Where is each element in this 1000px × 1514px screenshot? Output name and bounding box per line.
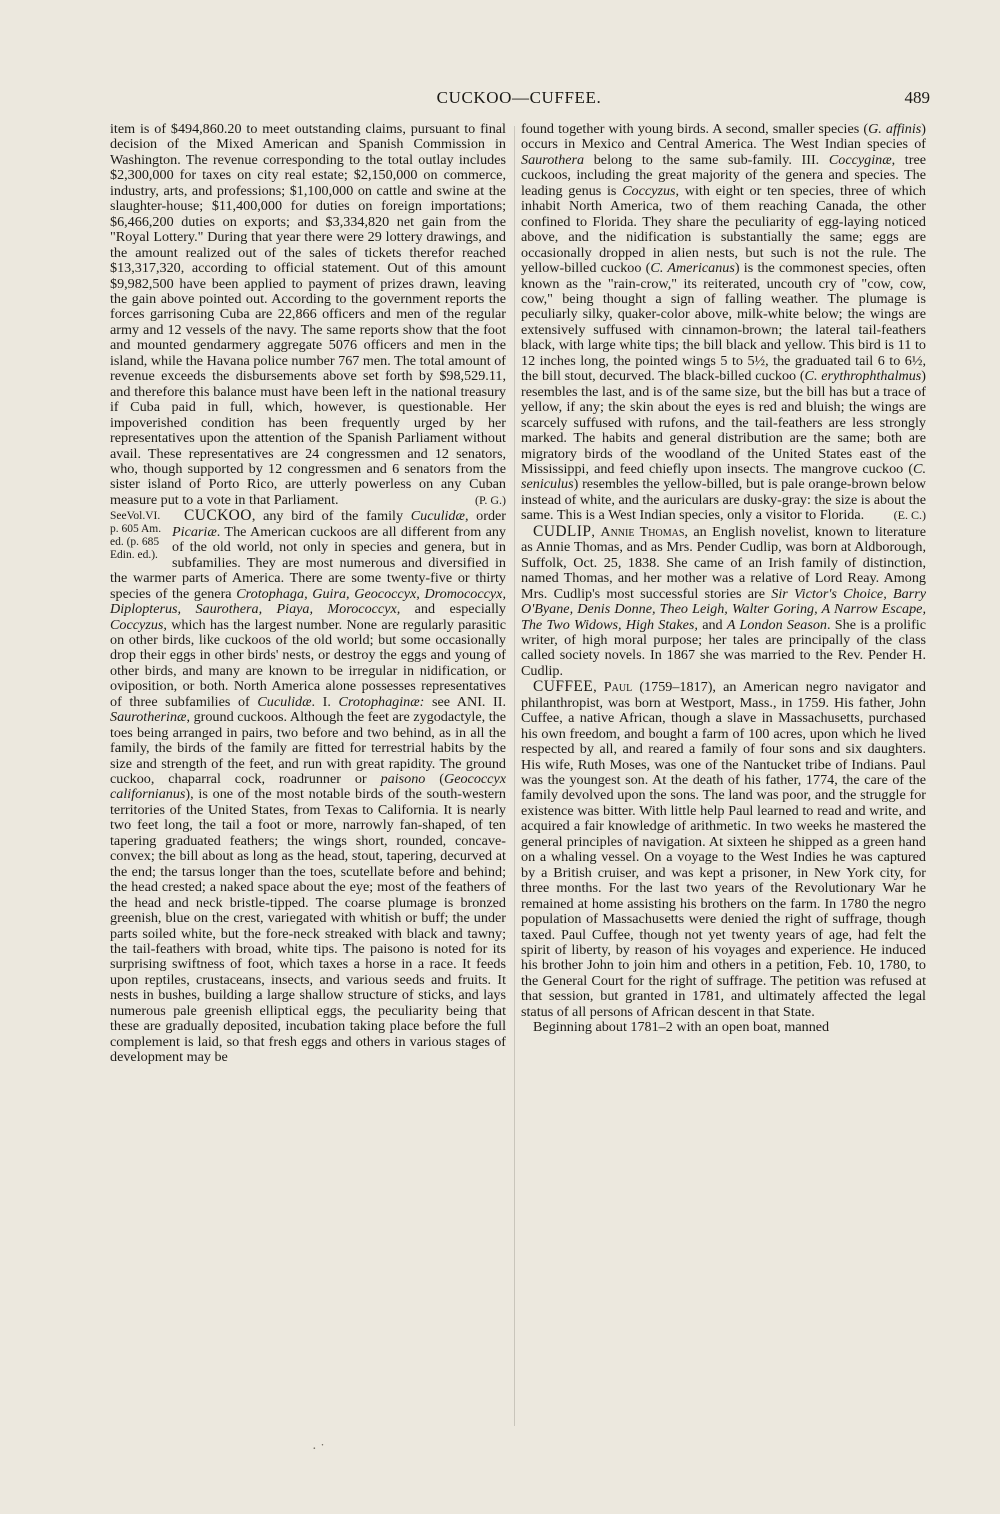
taxon-name: Geococcyx californianus (110, 771, 506, 803)
entry-headword-cuckoo: CUCKOO (184, 507, 252, 525)
entry-headword-cuffee: CUFFEE (533, 678, 594, 696)
column-divider (514, 126, 515, 1426)
page-title: CUCKOO—CUFFEE. (436, 88, 602, 107)
entry-text: , which has the largest number. None are regularly parasitic on other birds, like cuckoos of the old world; but some occasionally drop their eggs in other birds' nests, or destroy the eggs and young of other birds, and many are known to be irregular in nidification, or oviposition, or both. North America alone possesses representatives of three subfamilies of (110, 616, 506, 710)
book-title: A London Season (726, 616, 827, 633)
entry-text: and especially (400, 601, 506, 618)
entry-text: , tree cuckoos, including the great majority of the genera and species. The leading genus is (521, 151, 927, 199)
taxon-name: G. affinis (868, 121, 922, 137)
sidenote-cross-reference: SeeVol.VI. p. 605 Am. ed. (p. 685 Edin. ed.). (110, 510, 162, 562)
taxon-name: Cuculidæ (410, 508, 465, 525)
entry-text: . The American cuckoos are all different from any of the old world, not only in species and genera, but in subfamilies. They are most numerous and diversified in the warmer parts of America. There are some twenty-five or thirty species of the genera (110, 523, 506, 602)
cuckoo-entry-continued (521, 122, 926, 524)
common-name: paisono (380, 771, 426, 788)
cudlip-entry: CUDLIP, Annie Thomas, an English novelist, known to literature as Annie Thomas, and as Mrs. Pender Cudlip, was born at Aldborough, Suffolk, Oct. 25, 1838. She came of an Irish family of distinction, named Thomas, and her mother was a relative of Lord Reay. Among Mrs. Cudlip's most successful stories are Sir Victor's Choice, Barry O'Byane, Denis Donne, Theo Leigh, Walter Goring, A Narrow Escape, The Two Widows, High Stakes, and A London Season. She is a prolific writer, of high moral purpose; her tales are principally of the class called society novels. In 1867 she was married to the Rev. Pender H. Cudlip. (521, 522, 926, 679)
entry-text: ) occurs in Mexico and Central America. The West Indian species of (521, 121, 926, 153)
running-head (108, 88, 930, 110)
right-column (521, 122, 926, 1036)
entry-headword-cudlip: CUDLIP (533, 522, 592, 540)
footer-mark: · ˙ (312, 1442, 325, 1457)
entry-forename: Paul (603, 679, 633, 696)
entry-text: ( (425, 771, 444, 788)
book-titles: Sir Victor's Choice, Barry O'Byane, Denis Donne, Theo Leigh, Walter Goring, A Narrow Escape, The Two Widows, High Stakes, (521, 585, 926, 633)
taxon-name: C. erythrophthalmus (804, 368, 922, 385)
cuffee-entry: CUFFEE, Paul (1759–1817), an American negro navigator and philanthropist, was born at Westport, Mass., in 1759. His father, John Cuffee, a native African, though a slave in Massachusetts, purchased his own freedom, and bought a farm of 100 acres, upon which he lived respected by all, and reared a family of four sons and six daughters. His wife, Ruth Moses, was one of the Nantucket tribe of Indians. Paul was the youngest son. At the death of his father, 1774, the care of the family devolved upon the sons. The land was poor, and the struggle for existence was bitter. With little help Paul learned to read and write, and acquired a fair knowledge of arithmetic. In two weeks he mastered the general principles of navigation. At sixteen he shipped as a green hand on a whaling vessel. On a voyage to the West Indies he was captured by a British cruiser, and was kept a prisoner, in New York city, for three months. For the last two years of the Revolutionary War he remained at home assisting his brothers on the farm. In 1780 the negro population of Massachusetts were denied the right of suffrage, though taxed. Paul Cuffee, though not yet twenty years of age, had felt the spirit of liberty, by reason of his voyages and experience. He induced his brother John to join him and others in a petition, Feb. 10, 1780, to the General Court for the right of suffrage. The petition was refused at that session, but granted in 1781, and ultimately affected the legal status of all persons of African descent in that State. (521, 678, 926, 1020)
cuba-revenue-text: item is of $494,860.20 to meet outstanding claims, pursuant to final decision of the Mixed American and Spanish Commission in Washington. The revenue corresponding to the total outlay includes $2,300,000 for taxes on city real estate; $2,150,000 on commerce, industry, arts, and professions; $1,100,000 on cattle and swine at the slaughter-house; $11,400,000 for duties on foreign importations; $6,466,200 duties on exports; and $3,334,820 net gain from the "Royal Lottery." During that year there were 29 lottery drawings, and the amount realized out of the sales of tickets therefor reached $13,317,320, according to official statement. Out of this amount $9,982,500 have been applied to payment of prizes drawn, leaving the gain above pointed out. According to the government reports the forces garrisoning Cuba are 22,866 officers and men of the regular army and 12 vessels of the navy. The same reports show that the foot and mounted gendarmery aggregate 5076 officers and men in the island, while the Havana police number 767 men. The total amount of revenue exceeds the disbursements above set forth by $98,529.11, and therefore this balance must have been left in the national treasury if Cuba paid in full, which, however, is questionable. Her impoverished condition has been frequently urged by her representatives upon the attention of the Spanish Parliament without avail. These representatives are 24 congressmen and 12 senators, who, though supported by 12 congressmen and 6 senators from the sister island of Porto Rico, are utterly powerless on any Cuban measure put to a vote in that Parliament. (110, 121, 506, 508)
page-number: 489 (904, 88, 930, 107)
entry-text: . She is a prolific writer, of high moral purpose; her tales are principally of the class called society novels. In 1867 she was married to the Rev. Pender H. Cudlip. (521, 616, 926, 679)
entry-text: , any bird of the family (251, 508, 411, 525)
taxon-name: Crotophaga, Guira, Geococcyx, Dromococcyx, Diplopterus, Saurothera, Piaya, Morococcyx, (110, 585, 506, 618)
entry-text: found together with young birds. A second, smaller species ( (521, 121, 869, 137)
author-signature-pg: (P. G.) (474, 492, 506, 507)
cuckoo-entry (110, 508, 506, 1065)
entry-text: belong to the same sub-family. III. (584, 151, 829, 168)
taxon-name: Coccyzus (110, 616, 164, 633)
taxon-name: Coccyzus (622, 182, 676, 199)
entry-text: . I. (311, 693, 339, 710)
entry-text: ) resembles the last, and is of the same size, but the bill has but a trace of yellow, if any; the skin about the eyes is red and bluish; the wings are scarcely suffused with rufons, and the tail-feathers are less strongly marked. The habits and general distribution are the same; both are migratory birds of the woodland of the United States east of the Mississippi, and feed chiefly upon insects. The mangrove cuckoo ( (521, 368, 927, 477)
entry-text: , order (464, 508, 506, 525)
entry-text: (1759–1817), an American negro navigator and philanthropist, was born at Westport, Mass., in 1759. His father, John Cuffee, a native African, though a slave in Massachusetts, purchased his own freedom, and bought a farm of 100 acres, upon which he lived respected by all, and reared a family of four sons and six daughters. His wife, Ruth Moses, was one of the Nantucket tribe of Indians. Paul was the youngest son. At the death of his father, 1774, the care of the family devolved upon the sons. The land was poor, and the struggle for existence was bitter. With little help Paul learned to read and write, and acquired a fair knowledge of arithmetic. In two weeks he mastered the general principles of navigation. At sixteen he shipped as a green hand on a whaling vessel. On a voyage to the West Indies he was captured by a British cruiser, and was kept a prisoner, in New York city, for three months. For the last two years of the Revolutionary War he remained at home assisting his brothers on the farm. In 1780 the negro population of Massachusetts were denied the right of suffrage, though taxed. Paul Cuffee, though not yet twenty years of age, had felt the spirit of liberty, by reason of his voyages and experience. He induced his brother John to join him and others in a petition, Feb. 10, 1780, to the General Court for the right of suffrage. The petition was refused at that session, but granted in 1781, and ultimately affected the legal status of all persons of African descent in that State. (521, 679, 926, 1020)
taxon-name: C. seniculus (521, 460, 926, 493)
taxon-name: Saurotherinæ (110, 709, 187, 726)
taxon-name: Coccyginæ (828, 151, 892, 168)
entry-text: ), is one of the most notable birds of the south-western territories of the United States, from Texas to California. It is nearly two feet long, the tail a foot or more, narrowly fan-shaped, of ten tapering graduated feathers; the wings short, rounded, concave-convex; the bill about as long as the head, stout, tapering, decurved at the end; the tarsus longer than the toes, scutellate before and behind; the head crested; a naked space about the eye; most of the feathers of the head and neck bristle-tipped. The coarse plumage is bronzed greenish, blue on the crest, variegated with whitish or buff; the under parts soiled white, but the fore-neck streaked with black and tawny; the tail-feathers with broad, white tips. The paisono is noted for its surprising swiftness of foot, which taxes a horse in a race. It feeds upon reptiles, crustaceans, insects, and various seeds and fruits. It nests in bushes, building a large shallow structure of sticks, and lays numerous pale greenish elliptical eggs, the peculiarity being that these are gradually deposited, incubation taking place before the full complement is laid, so that fresh eggs and others in various stages of development may be (110, 786, 506, 1066)
cuffee-continuation-line: Beginning about 1781–2 with an open boat, manned (533, 1019, 830, 1036)
taxon-name: Cuculidæ (257, 693, 312, 710)
taxon-name: Saurothera (521, 151, 585, 168)
entry-text: ) resembles the yellow-billed, but is pale orange-brown below instead of white, and the auriculars are dusky-gray: the size is about the same. This is a West Indian species, only a visitor to Florida. (521, 476, 926, 524)
taxon-name: Picariæ (172, 523, 217, 540)
taxon-name: Crotophaginæ: (338, 693, 425, 710)
entry-text: ) is the commonest species, often known as the "rain-crow," its reiterated, uncouth cry of "cow, cow, cow," being thought a sign of falling weather. The plumage is peculiarly silky, quaker-color above, milk-white below; the wings are extensively suffused with cinnamon-brown; the lateral tail-feathers black, with large white tips; the bill black and yellow. This bird is 11 to 12 inches long, the pointed wings 5 to 5½, the graduated tail 6 to 6½, the bill stout, decurved. The black-billed cuckoo ( (521, 260, 927, 385)
author-signature-ec: (E. C.) (893, 508, 926, 523)
left-column (110, 122, 506, 1066)
taxon-name: C. Americanus (650, 260, 735, 277)
entry-text: see ANI. II. (424, 693, 506, 710)
cuba-revenue-paragraph (110, 122, 506, 508)
entry-text: , an English novelist, known to literature as Annie Thomas, and as Mrs. Pender Cudlip, was born at Aldborough, Suffolk, Oct. 25, 1838. She came of an Irish family of distinction, named Thomas, and her mother was a relative of Lord Reay. Among Mrs. Cudlip's most successful stories are (521, 523, 926, 602)
entry-text: and (697, 616, 727, 633)
entry-forename: Annie Thomas (600, 523, 685, 540)
entry-text: , ground cuckoos. Although the feet are zygodactyle, the toes being arranged in pairs, two before and two behind, as in all the family, the birds of the family are fitted for terrestrial habits by the size and strength of the feet, and run with great rapidity. The ground cuckoo, chaparral cock, roadrunner or (110, 709, 506, 788)
entry-text: , with eight or ten species, three of which inhabit North America, two of them reaching Canada, the other confined to Florida. They share the peculiarity of egg-laying noticed above, and the nidification is substantially the same; eggs are occasionally dropped in alien nests, but such is not the rule. The yellow-billed cuckoo ( (521, 182, 926, 277)
